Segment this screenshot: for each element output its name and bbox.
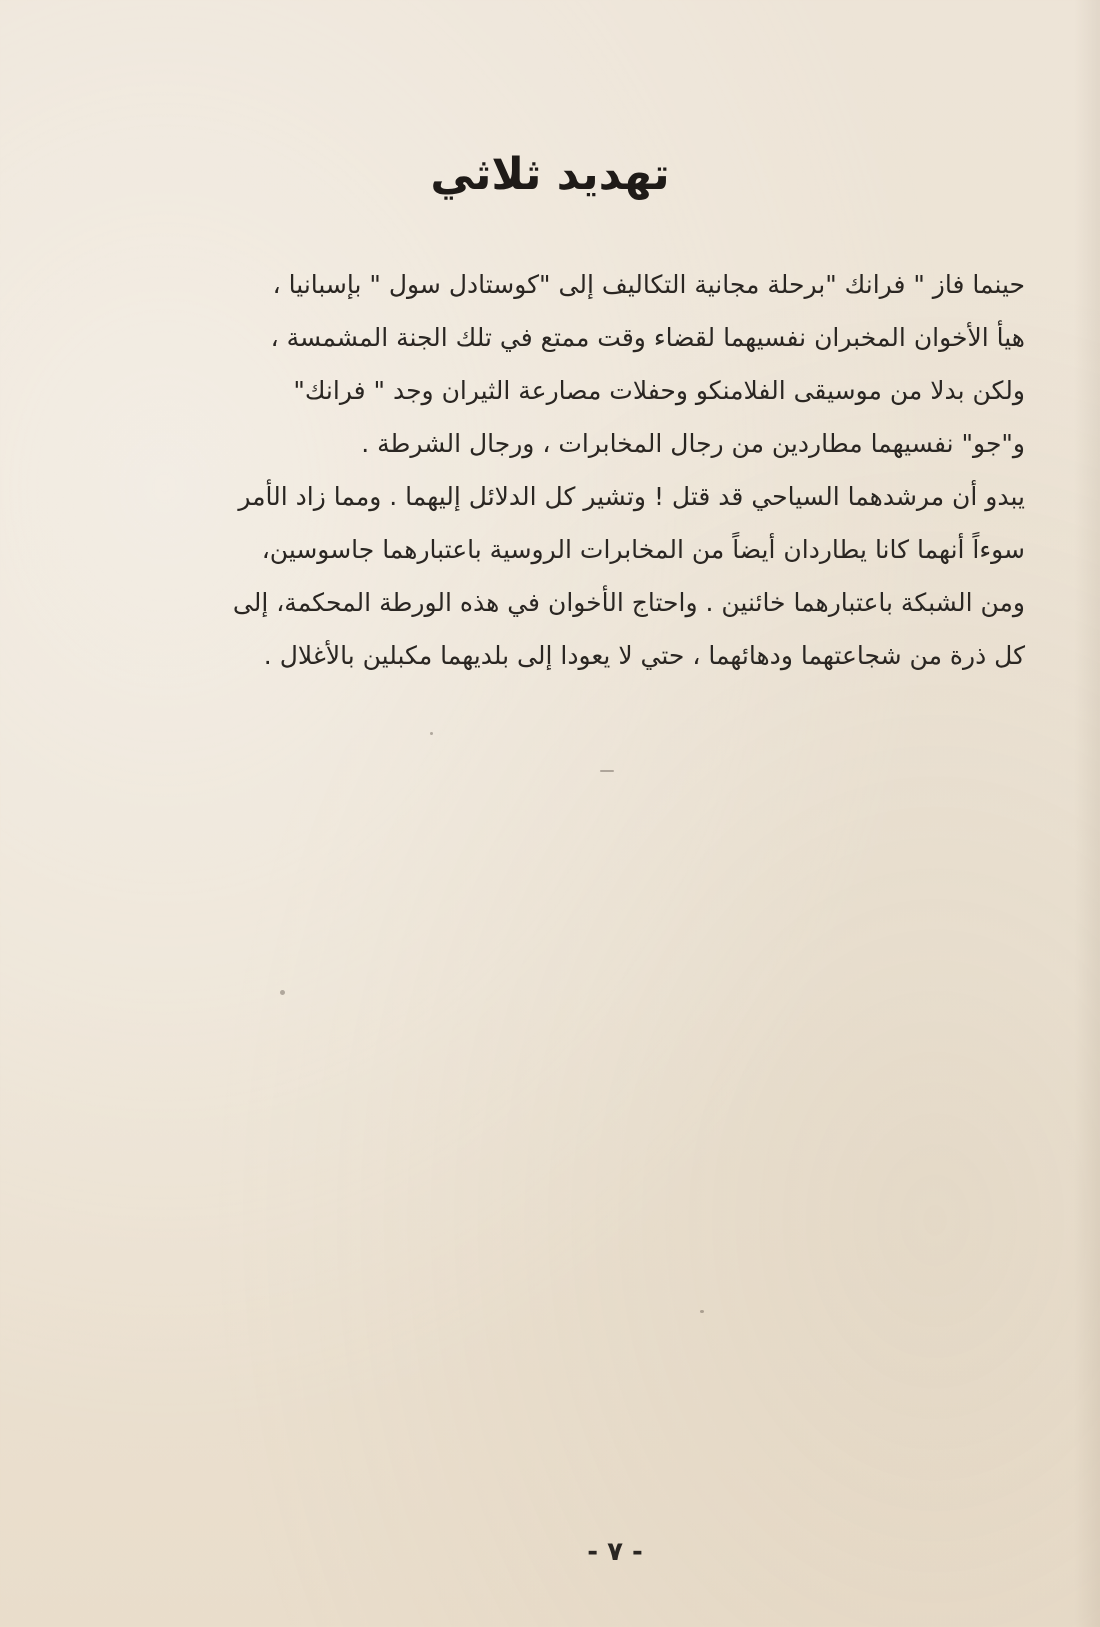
paragraph-line-1: حينما فاز " فرانك "برحلة مجانية التكاليف إلى "كوستادل سول " بإسبانيا ، (272, 270, 1025, 299)
page-edge-shadow (1074, 0, 1100, 1627)
chapter-title: تهديد ثلاثي (430, 149, 670, 200)
paragraph-line-3: ولكن بدلا من موسيقى الفلامنكو وحفلات مصارعة الثيران وجد " فرانك" (293, 376, 1025, 405)
paragraph-line-4: و"جو" نفسيهما مطاردين من رجال المخابرات ، ورجال الشرطة . (361, 429, 1025, 458)
paragraph-line-8: كل ذرة من شجاعتهما ودهائهما ، حتي لا يعودا إلى بلديهما مكبلين بالأغلال . (263, 641, 1025, 670)
paper-speck (700, 1310, 704, 1313)
page-number: - ٧ - (587, 1537, 643, 1567)
paragraph-line-6: سوءاً أنهما كانا يطاردان أيضاً من المخابرات الروسية باعتبارهما جاسوسين، (261, 535, 1025, 564)
paper-speck (280, 990, 285, 995)
paper-speck (600, 770, 614, 772)
paragraph-line-7: ومن الشبكة باعتبارهما خائنين . واحتاج الأخوان في هذه الورطة المحكمة، إلى (232, 588, 1025, 617)
synopsis-paragraph (95, 258, 1025, 682)
paragraph-line-5: يبدو أن مرشدهما السياحي قد قتل ! وتشير كل الدلائل إليهما . ومما زاد الأمر (238, 482, 1025, 511)
paragraph-line-2: هيأ الأخوان المخبران نفسيهما لقضاء وقت ممتع في تلك الجنة المشمسة ، (270, 323, 1025, 352)
paper-speck (430, 732, 433, 735)
